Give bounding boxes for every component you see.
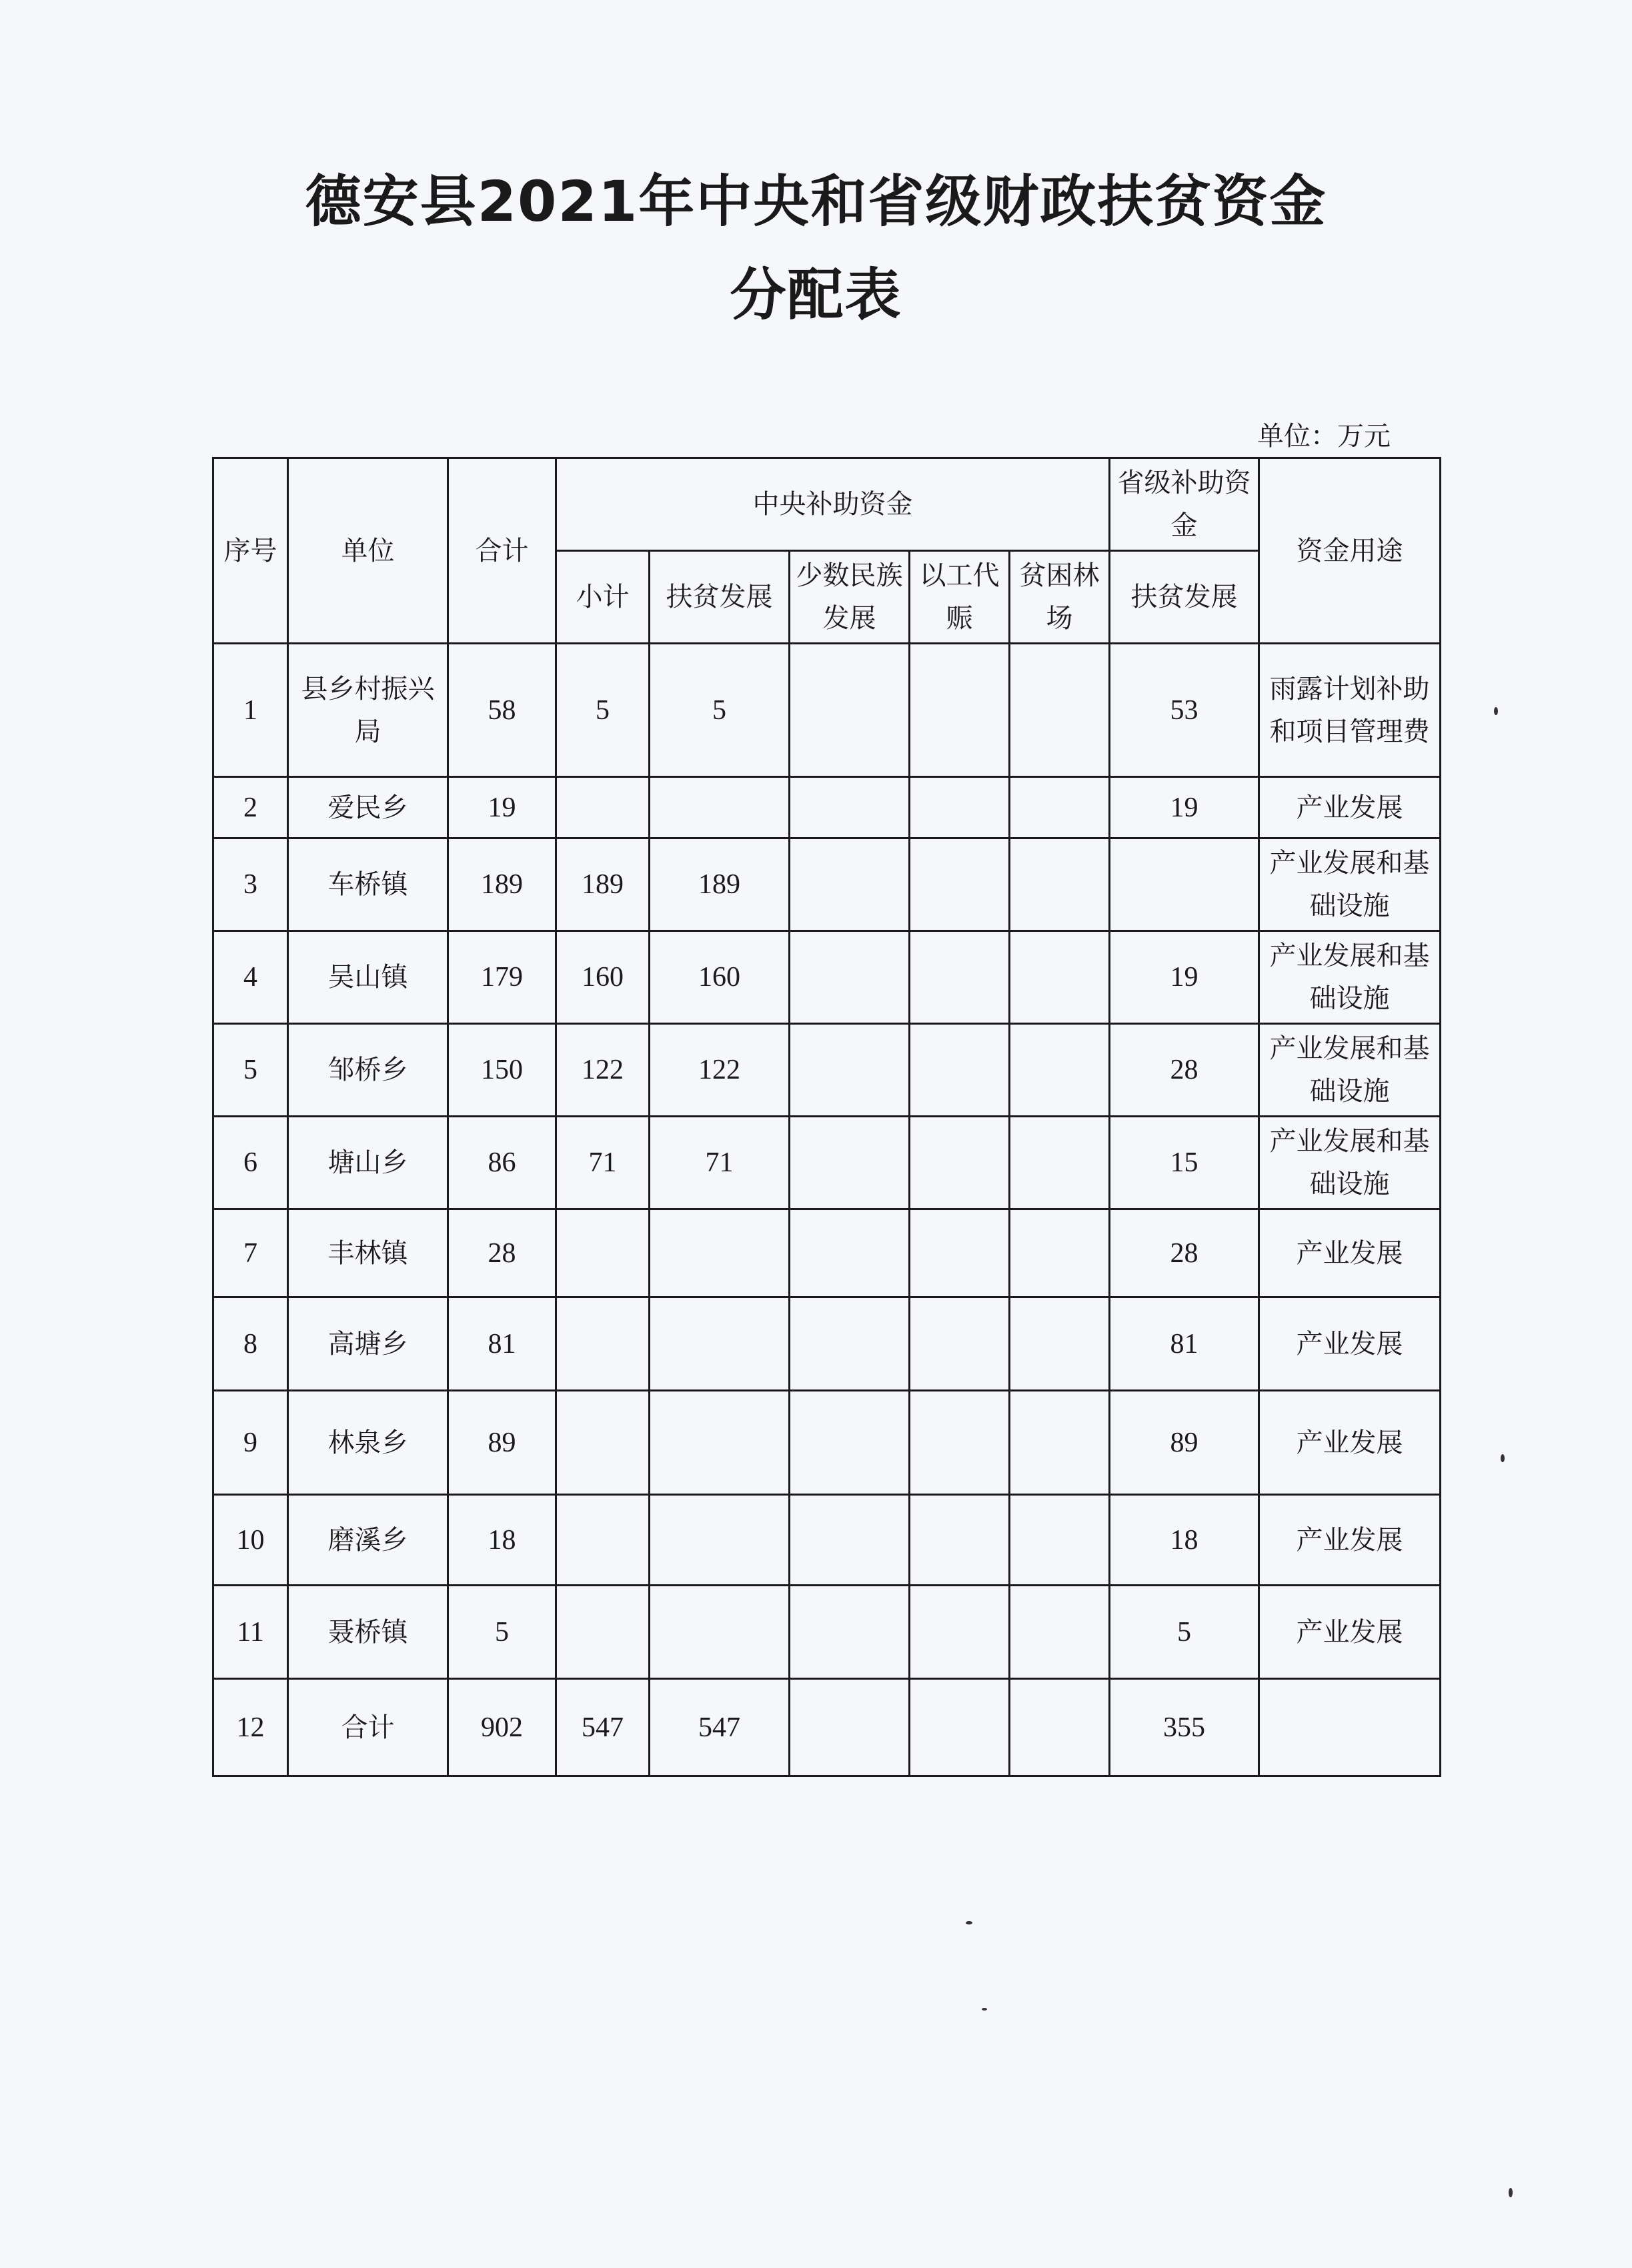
minority-dev-cell: [790, 1297, 910, 1391]
total-cell: 902: [448, 1679, 556, 1776]
usage-cell: [1259, 1679, 1441, 1776]
total-cell: 86: [448, 1117, 556, 1209]
prov-poverty-dev-cell: [1110, 838, 1259, 931]
poor-forest-cell: [1010, 838, 1110, 931]
usage-cell: 产业发展: [1259, 1495, 1441, 1586]
work-relief-cell: [910, 1117, 1010, 1209]
table-row: [213, 1495, 1441, 1586]
usage-cell: 产业发展: [1259, 1209, 1441, 1297]
table-row: [213, 1391, 1441, 1495]
table-row: [213, 1024, 1441, 1117]
subtotal-cell: [556, 777, 650, 838]
unit-cell: 高塘乡: [288, 1297, 448, 1391]
table-row: [213, 1297, 1441, 1391]
table-row: [213, 644, 1441, 777]
minority-dev-cell: [790, 777, 910, 838]
total-cell: 18: [448, 1495, 556, 1586]
header-total: 合计: [448, 458, 556, 644]
minority-dev-cell: [790, 644, 910, 777]
work-relief-cell: [910, 1391, 1010, 1495]
unit-cell: 吴山镇: [288, 931, 448, 1024]
scan-speck: [1509, 2188, 1513, 2197]
poverty-dev-cell: [650, 1586, 790, 1679]
poor-forest-cell: [1010, 1586, 1110, 1679]
total-cell: 19: [448, 777, 556, 838]
seq-cell: 9: [213, 1391, 288, 1495]
subtotal-cell: [556, 1209, 650, 1297]
unit-cell: 塘山乡: [288, 1117, 448, 1209]
poor-forest-cell: [1010, 777, 1110, 838]
prov-poverty-dev-cell: 53: [1110, 644, 1259, 777]
usage-cell: 产业发展和基础设施: [1259, 838, 1441, 931]
work-relief-cell: [910, 1297, 1010, 1391]
prov-poverty-dev-cell: 5: [1110, 1586, 1259, 1679]
total-cell: 150: [448, 1024, 556, 1117]
unit-label: 单位：万元: [1257, 421, 1391, 452]
total-cell: 189: [448, 838, 556, 931]
unit-cell: 丰林镇: [288, 1209, 448, 1297]
usage-cell: 雨露计划补助和项目管理费: [1259, 644, 1441, 777]
prov-poverty-dev-cell: 19: [1110, 777, 1259, 838]
unit-cell: 磨溪乡: [288, 1495, 448, 1586]
usage-cell: 产业发展: [1259, 777, 1441, 838]
table-row: [213, 1117, 1441, 1209]
subtotal-cell: [556, 1297, 650, 1391]
seq-cell: 8: [213, 1297, 288, 1391]
subtotal-cell: [556, 1586, 650, 1679]
subtotal-cell: [556, 1495, 650, 1586]
poverty-dev-cell: [650, 1297, 790, 1391]
usage-cell: 产业发展: [1259, 1586, 1441, 1679]
scan-speck: [1494, 707, 1498, 715]
seq-cell: 1: [213, 644, 288, 777]
header-usage: 资金用途: [1259, 458, 1441, 644]
seq-cell: 4: [213, 931, 288, 1024]
scan-speck: [982, 2008, 987, 2011]
poor-forest-cell: [1010, 1297, 1110, 1391]
header-provincial: 省级补助资金: [1110, 458, 1259, 551]
prov-poverty-dev-cell: 81: [1110, 1297, 1259, 1391]
header-seq: 序号: [213, 458, 288, 644]
usage-cell: 产业发展和基础设施: [1259, 1117, 1441, 1209]
minority-dev-cell: [790, 1679, 910, 1776]
prov-poverty-dev-cell: 19: [1110, 931, 1259, 1024]
poor-forest-cell: [1010, 1495, 1110, 1586]
table-row: [213, 838, 1441, 931]
table-row: [213, 931, 1441, 1024]
subtotal-cell: 122: [556, 1024, 650, 1117]
work-relief-cell: [910, 1586, 1010, 1679]
prov-poverty-dev-cell: 18: [1110, 1495, 1259, 1586]
poverty-dev-cell: 189: [650, 838, 790, 931]
seq-cell: 7: [213, 1209, 288, 1297]
prov-poverty-dev-cell: 28: [1110, 1209, 1259, 1297]
unit-cell: 合计: [288, 1679, 448, 1776]
table-row: [213, 1586, 1441, 1679]
subtotal-cell: 160: [556, 931, 650, 1024]
subtotal-cell: 71: [556, 1117, 650, 1209]
subtotal-cell: 5: [556, 644, 650, 777]
poor-forest-cell: [1010, 1117, 1110, 1209]
header-row-1: [213, 458, 1441, 551]
table-row: [213, 1679, 1441, 1776]
poverty-dev-cell: [650, 1209, 790, 1297]
table-row: [213, 1209, 1441, 1297]
scan-speck: [966, 1921, 972, 1924]
header-subtotal: 小计: [556, 551, 650, 644]
prov-poverty-dev-cell: 15: [1110, 1117, 1259, 1209]
poor-forest-cell: [1010, 1391, 1110, 1495]
poverty-dev-cell: [650, 1391, 790, 1495]
unit-cell: 县乡村振兴局: [288, 644, 448, 777]
document-title-line1: 德安县2021年中央和省级财政扶贫资金: [305, 169, 1327, 234]
header-minority-dev: 少数民族发展: [790, 551, 910, 644]
unit-cell: 聂桥镇: [288, 1586, 448, 1679]
subtotal-cell: 189: [556, 838, 650, 931]
usage-cell: 产业发展和基础设施: [1259, 1024, 1441, 1117]
unit-cell: 爱民乡: [288, 777, 448, 838]
table-row: [213, 777, 1441, 838]
poor-forest-cell: [1010, 1024, 1110, 1117]
poor-forest-cell: [1010, 1209, 1110, 1297]
work-relief-cell: [910, 1495, 1010, 1586]
poor-forest-cell: [1010, 1679, 1110, 1776]
header-prov-poverty-dev: 扶贫发展: [1110, 551, 1259, 644]
seq-cell: 11: [213, 1586, 288, 1679]
total-cell: 28: [448, 1209, 556, 1297]
unit-cell: 林泉乡: [288, 1391, 448, 1495]
poverty-dev-cell: [650, 777, 790, 838]
seq-cell: 3: [213, 838, 288, 931]
total-cell: 81: [448, 1297, 556, 1391]
subtotal-cell: 547: [556, 1679, 650, 1776]
minority-dev-cell: [790, 1586, 910, 1679]
minority-dev-cell: [790, 1391, 910, 1495]
minority-dev-cell: [790, 1117, 910, 1209]
prov-poverty-dev-cell: 28: [1110, 1024, 1259, 1117]
document-title-line2: 分配表: [730, 262, 902, 328]
total-cell: 58: [448, 644, 556, 777]
poverty-dev-cell: 71: [650, 1117, 790, 1209]
work-relief-cell: [910, 1679, 1010, 1776]
work-relief-cell: [910, 838, 1010, 931]
poverty-dev-cell: 122: [650, 1024, 790, 1117]
minority-dev-cell: [790, 1024, 910, 1117]
work-relief-cell: [910, 931, 1010, 1024]
work-relief-cell: [910, 777, 1010, 838]
work-relief-cell: [910, 1209, 1010, 1297]
total-cell: 179: [448, 931, 556, 1024]
scan-speck: [1501, 1454, 1505, 1462]
seq-cell: 10: [213, 1495, 288, 1586]
total-cell: 5: [448, 1586, 556, 1679]
unit-cell: 车桥镇: [288, 838, 448, 931]
header-poverty-dev: 扶贫发展: [650, 551, 790, 644]
seq-cell: 5: [213, 1024, 288, 1117]
work-relief-cell: [910, 1024, 1010, 1117]
poverty-dev-cell: 5: [650, 644, 790, 777]
usage-cell: 产业发展: [1259, 1391, 1441, 1495]
prov-poverty-dev-cell: 355: [1110, 1679, 1259, 1776]
seq-cell: 6: [213, 1117, 288, 1209]
minority-dev-cell: [790, 1495, 910, 1586]
seq-cell: 2: [213, 777, 288, 838]
header-poor-forest: 贫困林场: [1010, 551, 1110, 644]
usage-cell: 产业发展: [1259, 1297, 1441, 1391]
minority-dev-cell: [790, 838, 910, 931]
subtotal-cell: [556, 1391, 650, 1495]
poor-forest-cell: [1010, 644, 1110, 777]
table-body: [213, 644, 1441, 1776]
poor-forest-cell: [1010, 931, 1110, 1024]
poverty-dev-cell: 547: [650, 1679, 790, 1776]
minority-dev-cell: [790, 1209, 910, 1297]
prov-poverty-dev-cell: 89: [1110, 1391, 1259, 1495]
header-work-relief: 以工代赈: [910, 551, 1010, 644]
work-relief-cell: [910, 644, 1010, 777]
poverty-dev-cell: 160: [650, 931, 790, 1024]
header-unit: 单位: [288, 458, 448, 644]
minority-dev-cell: [790, 931, 910, 1024]
unit-cell: 邹桥乡: [288, 1024, 448, 1117]
usage-cell: 产业发展和基础设施: [1259, 931, 1441, 1024]
allocation-table: [212, 457, 1441, 1777]
total-cell: 89: [448, 1391, 556, 1495]
seq-cell: 12: [213, 1679, 288, 1776]
header-central: 中央补助资金: [556, 458, 1110, 551]
poverty-dev-cell: [650, 1495, 790, 1586]
